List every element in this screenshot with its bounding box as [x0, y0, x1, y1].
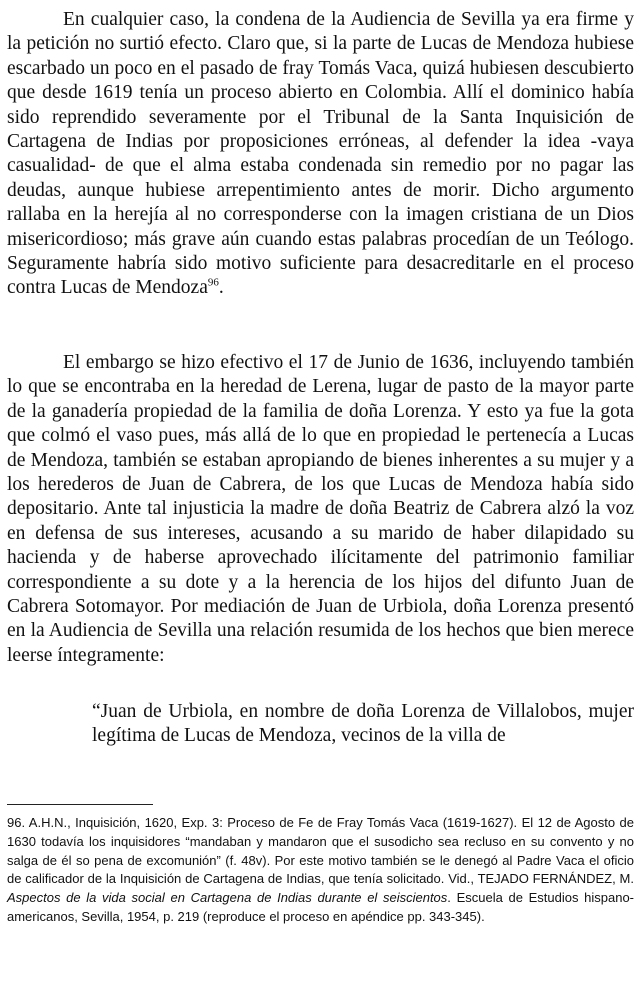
block-quote-text: “Juan de Urbiola, en nombre de doña Lorenza de Villalobos, mujer legítima de Lucas de Mendoza, vecinos de la villa de — [92, 701, 634, 747]
footnote-divider — [7, 804, 153, 805]
paragraph-1-text: En cualquier caso, la condena de la Audiencia de Sevilla ya era firme y la petición no surtió efecto. Claro que, si la parte de Lucas de Mendoza hubiese escarbado un poco en el pasado de fray Tomás Vaca, quizá hubiesen descubierto que desde 1619 tenía un proceso abierto en Colombia. Allí el dominico había sido reprendido severamente por el Tribunal de la Santa Inquisición de Cartagena de Indias por proposiciones erróneas, al defender la idea -vaya casualidad- de que el alma estaba condenada sin remedio por no pagar las deudas, aunque hubiese arrepentimiento antes de morir. Dicho argumento rallaba en la herejía al no corresponderse con la imagen cristiana de un Dios misericordioso; más grave aún cuando estas palabras procedían de un Teólogo. Seguramente habría sido motivo suficiente para desacreditarle en el proceso contra Lucas de Mendoza — [7, 9, 634, 299]
footnote-number: 96. — [7, 815, 26, 830]
block-quote — [92, 700, 634, 749]
footnote-text-part-2: . Escuela de Estudios hispano-americanos, Sevilla, 1954, p. 219 (reproduce el proceso en apéndice pp. 343-345). — [7, 890, 635, 924]
paragraph-2 — [7, 351, 634, 668]
footnote-ref-96[interactable]: 96 — [207, 276, 219, 289]
paragraph-2-text: El embargo se hizo efectivo el 17 de Junio de 1636, incluyendo también lo que se encontraba en la heredad de Lerena, lugar de pasto de la mayor parte de la ganadería propiedad de la familia de doña Lorenza. Y esto ya fue la gota que colmó el vaso pues, más allá de lo que en propiedad le pertenecía a Lucas de Mendoza, también se estaban apropiando de bienes inherentes a su mujer y a los herederos de Juan de Cabrera, de los que Lucas de Mendoza había sido depositario. Ante tal injusticia la madre de doña Beatriz de Cabrera alzó la voz en defensa de sus intereses, acusando a su marido de haber dilapidado su hacienda y de haberse aprovechado ilícitamente del patrimonio familiar correspondiente a su dote y a la herencia de los hijos del difunto Juan de Cabrera Sotomayor. Por mediación de Juan de Urbiola, doña Lorenza presentó en la Audiencia de Sevilla una relación resumida de los hechos que bien merece leerse íntegramente: — [7, 352, 634, 666]
paragraph-1-end: . — [218, 277, 224, 299]
footnote-book-title: Aspectos de la vida social en Cartagena de Indias durante el seiscientos — [7, 890, 448, 906]
footnote-text-part-1: A.H.N., Inquisición, 1620, Exp. 3: Proceso de Fe de Fray Tomás Vaca (1619-1627). El 12 de Agosto de 1630 todavía los inquisidores “mandaban y mandaron que el susodicho sea recluso en su convento y no salga de él so pena de excomunión” (f. 48v). Por este motivo también se le denegó al Padre Vaca el oficio de calificador de la Inquisición de Cartagena de Indias, que tenía solicitado. Vid., TEJADO FERNÁNDEZ, M. — [7, 815, 634, 887]
paragraph-1 — [7, 8, 634, 301]
footnote-96 — [7, 814, 634, 927]
